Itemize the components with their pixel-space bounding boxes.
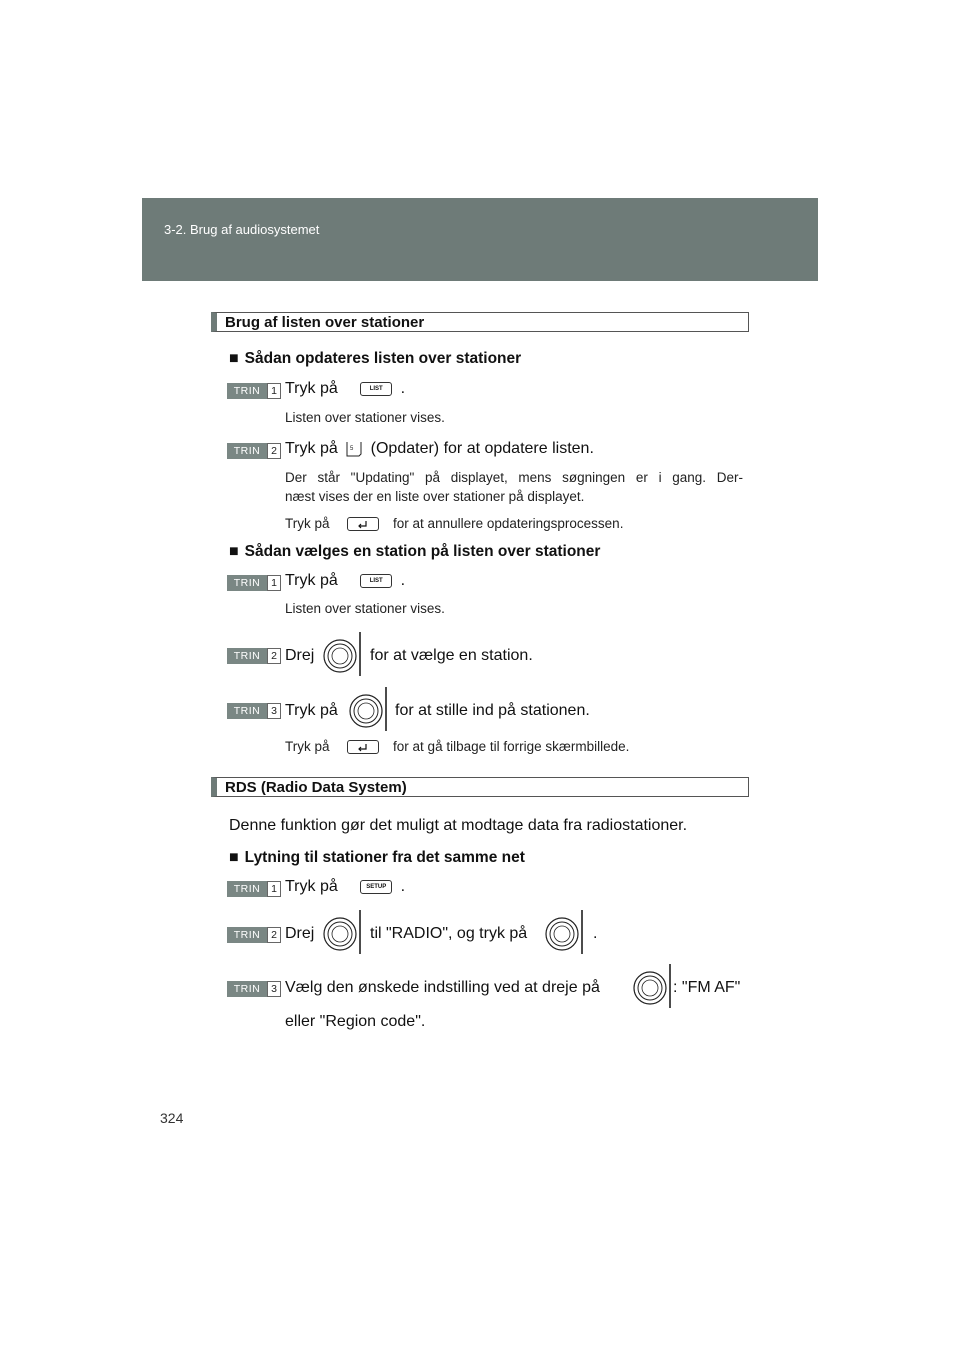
tune-knob-icon <box>542 908 590 958</box>
section-title-rds: RDS (Radio Data System) <box>211 777 749 797</box>
step-badge: TRIN 1 <box>227 575 279 591</box>
step-text-a: Vælg den ønskede indstilling ved at dreje på <box>285 979 600 996</box>
section-title-station-list: Brug af listen over stationer <box>211 312 749 332</box>
tune-knob-icon <box>320 630 368 680</box>
back-button-icon <box>347 517 379 531</box>
step-text-a: Tryk på <box>285 702 338 719</box>
step-text: Tryk på LIST . <box>285 572 406 589</box>
square-bullet-icon: ■ <box>229 350 239 367</box>
step-text-a: Drej <box>285 925 315 942</box>
subheading-same-network: ■ Lytning til stationer fra det samme net <box>229 849 525 866</box>
step-note: Tryk på for at annullere opdateringsprocessen. <box>285 516 624 531</box>
step-note: næst vises der en liste over stationer på displayet. <box>285 489 585 504</box>
list-button-icon: LIST <box>360 574 392 588</box>
chapter-header <box>142 198 818 281</box>
step-badge: TRIN 2 <box>227 648 279 664</box>
tune-knob-icon <box>320 908 368 958</box>
square-bullet-icon: ■ <box>229 849 239 866</box>
step-note: Listen over stationer vises. <box>285 410 445 425</box>
chapter-title: 3-2. Brug af audiosystemet <box>164 222 320 237</box>
tune-knob-icon <box>630 962 678 1012</box>
step-text: Tryk på 5 (Opdater) for at opdatere listen. <box>285 440 594 458</box>
setup-button-icon: SETUP <box>360 880 392 894</box>
step-badge: TRIN 3 <box>227 981 279 997</box>
step-note: Der står "Updating" på displayet, mens søgningen er i gang. Der- <box>285 470 743 485</box>
step-text-b: for at vælge en station. <box>370 647 533 664</box>
refresh-icon <box>344 440 364 458</box>
step-badge: TRIN 3 <box>227 703 279 719</box>
step-text-b: for at stille ind på stationen. <box>395 702 590 719</box>
back-button-icon <box>347 740 379 754</box>
rds-intro: Denne funktion gør det muligt at modtage data fra radiostationer. <box>229 817 688 834</box>
subheading-update-list: ■ Sådan opdateres listen over stationer <box>229 350 522 367</box>
step-text-a: Drej <box>285 647 315 664</box>
step-text-c: eller "Region code". <box>285 1013 426 1030</box>
square-bullet-icon: ■ <box>229 543 239 560</box>
page-number: 324 <box>160 1110 184 1126</box>
tune-knob-icon <box>346 685 394 735</box>
step-text-b: : "FM AF" <box>673 979 741 996</box>
step-note: Tryk på for at gå tilbage til forrige skærmbillede. <box>285 739 630 754</box>
step-text: Tryk på LIST . <box>285 380 406 397</box>
step-text-c: . <box>593 925 598 942</box>
step-badge: TRIN 2 <box>227 927 279 943</box>
svg-text:5: 5 <box>350 446 354 452</box>
list-button-icon: LIST <box>360 382 392 396</box>
step-badge: TRIN 1 <box>227 383 279 399</box>
step-badge: TRIN 2 <box>227 443 279 459</box>
step-text: Tryk på SETUP . <box>285 878 406 895</box>
step-badge: TRIN 1 <box>227 881 279 897</box>
subheading-select-station: ■ Sådan vælges en station på listen over stationer <box>229 543 601 560</box>
step-note: Listen over stationer vises. <box>285 601 445 616</box>
step-text-b: til "RADIO", og tryk på <box>370 925 528 942</box>
